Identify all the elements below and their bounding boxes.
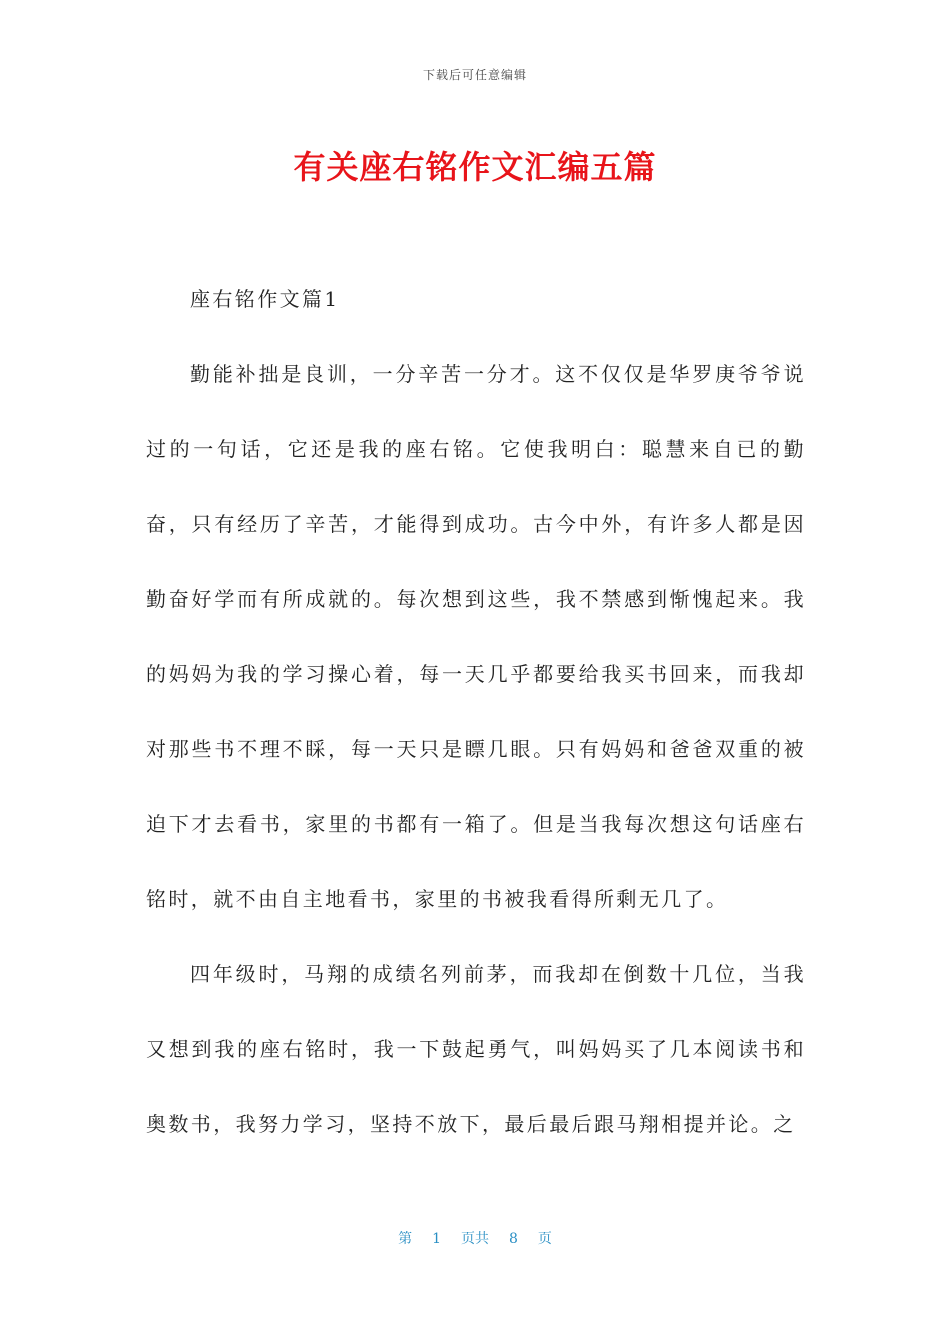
footer-total-pages: 8 [509, 1231, 518, 1247]
paragraph: 四年级时，马翔的成绩名列前茅，而我却在倒数十几位，当我又想到我的座右铭时，我一下鼓起勇气，叫妈妈买了几本阅读书和奥数书，我努力学习，坚持不放下，最后最后跟马翔相提并论。之 [146, 962, 806, 1136]
section-heading: 座右铭作文篇1 [190, 287, 340, 311]
footer-page-middle: 页共 [461, 1231, 489, 1247]
page-footer [0, 1228, 950, 1248]
paragraph: 勤能补拙是良训，一分辛苦一分才。这不仅仅是华罗庚爷爷说过的一句话，它还是我的座右铭。它使我明白：聪慧来自已的勤奋，只有经历了辛苦，才能得到成功。古今中外，有许多人都是因勤奋好学而有所成就的。每次想到这些，我不禁感到惭愧起来。我的妈妈为我的学习操心着，每一天几乎都要给我买书回来，而我却对那些书不理不睬，每一天只是瞟几眼。只有妈妈和爸爸双重的被迫下才去看书，家里的书都有一箱了。但是当我每次想这句话座右铭时，就不由自主地看书，家里的书被我看得所剩无几了。 [146, 362, 806, 911]
footer-page-prefix: 第 [398, 1231, 413, 1247]
header-note: 下载后可任意编辑 [422, 68, 527, 82]
document-body [146, 262, 806, 1162]
document-title: 有关座右铭作文汇编五篇 [293, 148, 657, 186]
footer-page-number: 1 [432, 1231, 441, 1247]
footer-page-suffix: 页 [537, 1231, 552, 1247]
